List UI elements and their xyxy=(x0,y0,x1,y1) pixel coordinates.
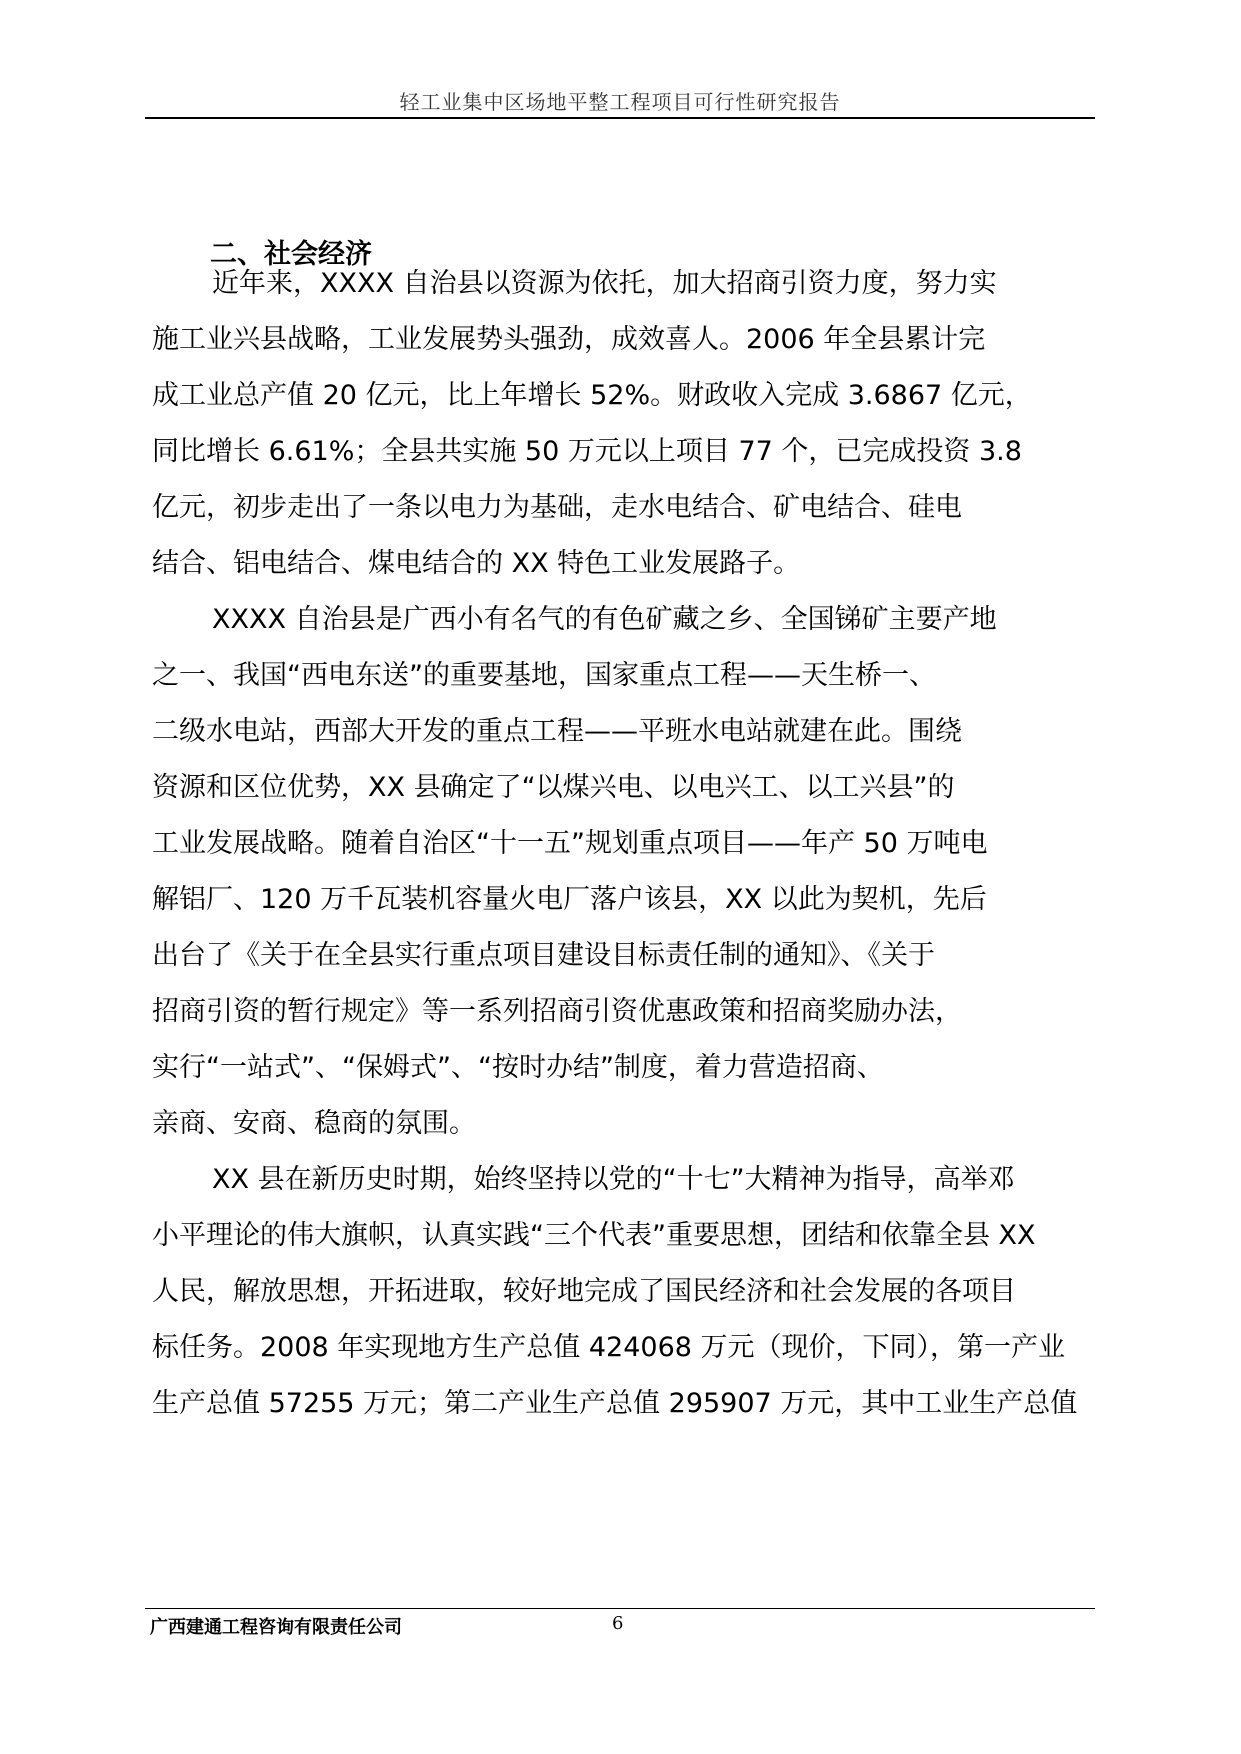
footer-divider xyxy=(145,1608,1095,1609)
paragraph-3-line: 标任务。2008 年实现地方生产总值 424068 万元（现价，下同），第一产业 xyxy=(152,1332,1066,1363)
paragraph-2-line: 之一、我国“西电东送”的重要基地，国家重点工程——天生桥一、 xyxy=(152,660,936,691)
paragraph-2-line: 招商引资的暂行规定》等一系列招商引资优惠政策和招商奖励办法， xyxy=(152,996,962,1027)
paragraph-1-line: 亿元，初步走出了一条以电力为基础，走水电结合、矿电结合、硅电 xyxy=(152,492,962,523)
paragraph-1-line: 近年来，XXXX 自治县以资源为依托，加大招商引资力度，努力实 xyxy=(212,268,997,299)
page-header-title: 轻工业集中区场地平整工程项目可行性研究报告 xyxy=(399,90,841,114)
paragraph-3-line: XX 县在新历史时期，始终坚持以党的“十七”大精神为指导，高举邓 xyxy=(212,1164,1015,1195)
paragraph-2-line: 解铝厂、120 万千瓦装机容量火电厂落户该县，XX 以此为契机，先后 xyxy=(152,884,987,915)
paragraph-3-line: 小平理论的伟大旗帜，认真实践“三个代表”重要思想，团结和依靠全县 XX xyxy=(152,1220,1036,1251)
paragraph-1-line: 结合、铝电结合、煤电结合的 XX 特色工业发展路子。 xyxy=(152,548,801,579)
section-heading: 二、社会经济 xyxy=(210,239,372,270)
paragraph-2-line: 实行“一站式”、“保姆式”、“按时办结”制度，着力营造招商、 xyxy=(152,1052,884,1083)
paragraph-2-line: 工业发展战略。随着自治区“十一五”规划重点项目——年产 50 万吨电 xyxy=(152,828,988,859)
paragraph-2-line: XXXX 自治县是广西小有名气的有色矿藏之乡、全国锑矿主要产地 xyxy=(212,604,997,635)
paragraph-3-line: 生产总值 57255 万元；第二产业生产总值 295907 万元，其中工业生产总值 xyxy=(152,1388,1078,1419)
paragraph-2-line: 出台了《关于在全县实行重点项目建设目标责任制的通知》、《关于 xyxy=(152,940,935,971)
page-number: 6 xyxy=(612,1613,624,1634)
header-divider xyxy=(145,117,1095,119)
paragraph-1-line: 成工业总产值 20 亿元，比上年增长 52%。财政收入完成 3.6867 亿元， xyxy=(152,380,1032,411)
paragraph-1-line: 施工业兴县战略，工业发展势头强劲，成效喜人。2006 年全县累计完 xyxy=(152,324,986,355)
paragraph-2-line: 二级水电站，西部大开发的重点工程——平班水电站就建在此。围绕 xyxy=(152,716,962,747)
paragraph-1-line: 同比增长 6.61%；全县共实施 50 万元以上项目 77 个，已完成投资 3.8 xyxy=(152,436,1022,467)
paragraph-2-line: 亲商、安商、稳商的氛围。 xyxy=(152,1108,476,1139)
paragraph-2-line: 资源和区位优势，XX 县确定了“以煤兴电、以电兴工、以工兴县”的 xyxy=(152,772,955,803)
paragraph-3-line: 人民，解放思想，开拓进取，较好地完成了国民经济和社会发展的各项目 xyxy=(152,1276,1016,1307)
footer-company-name: 广西建通工程咨询有限责任公司 xyxy=(150,1617,402,1638)
